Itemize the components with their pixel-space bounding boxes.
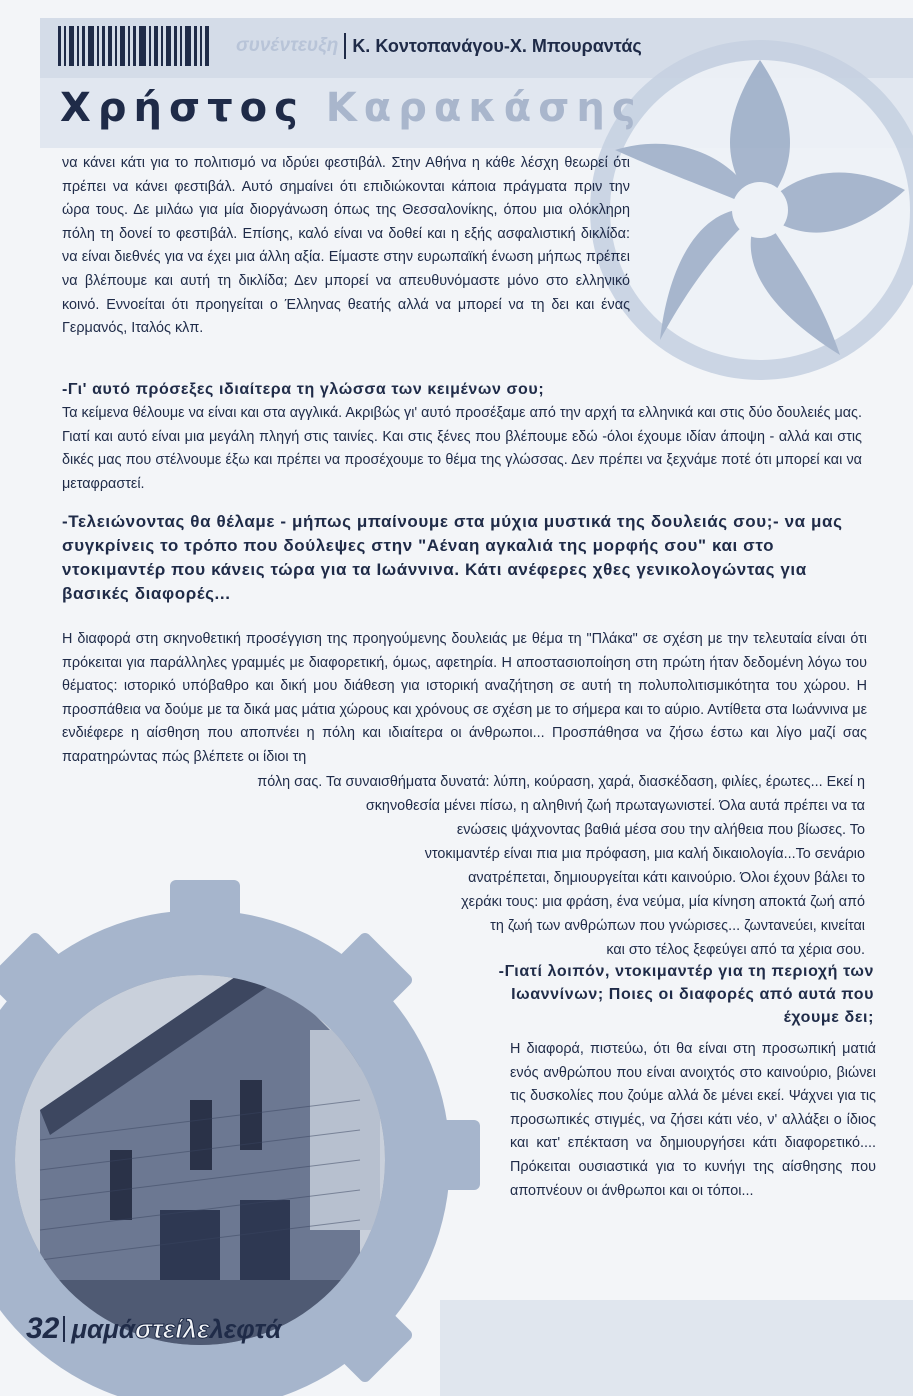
answer-2-line: ντοκιμαντέρ είναι πια μια πρόφαση, μια καλή δικαιολογία...Το σενάριο <box>424 846 865 862</box>
answer-3: Η διαφορά, πιστεύω, ότι θα είναι στη προσωπική ματιά ενός ανθρώπου που είναι ανοιχτός στο καινούριο, βιώνει τις δυσκολίες που ζούμε αλλά δε μένει εκεί. Ψάχνει για τις προσωπικές στιγμές, να ζήσει κάτι νέο, ν' αλλάξει ο ίδιος και κατ' επέκταση να δημιουργήσει κάτι διαφορετικό.... Πρόκειται ουσιαστικά για το κυνήγι της αίσθησης που αποπνέουν οι άνθρωποι και οι τόποι... <box>510 1041 876 1199</box>
answer-2-line: τη ζωή των ανθρώπων που γνώρισες... ζωντανεύει, κινείται <box>490 918 865 934</box>
magazine-name-part2: στείλε <box>134 1314 210 1344</box>
paragraph-intro: να κάνει κάτι για το πολιτισμό να ιδρύει φεστιβάλ. Στην Αθήνα η κάθε λέσχη θεωρεί ότι πρέπει να κάνει φεστιβάλ. Αυτό σημαίνει ότι επιδιώκονται κάποια πράγματα πριν την ώρα τους. Δε μιλάω για μία διοργάνωση όπως της Θεσσαλονίκης, όπου μια ολόκληρη πόλη τη δονεί το φεστιβάλ. Επίσης, καλό είναι να δοθεί και η εξής ασφαλιστική δικλίδα: να είναι διεθνές για να έχει μια άλλη αξία. Είμαστε στην ευρωπαϊκή ένωση μήπως πρέπει να βλέπουμε και αυτή τη δικλίδα; Δεν μπορεί να απευθυνόμαστε μόνο στο ελληνικό κοινό. Εννοείται ότι προηγείται ο Έλληνας θεατής αλλά να μπορεί να τη δει και ένας Γερμανός, Ιταλός κλπ. <box>62 155 630 337</box>
answer-2-line: ενώσεις ψάχνοντας βαθιά μέσα σου την αλήθεια που βίωσες. Το <box>456 822 865 838</box>
question-1: -Γι' αυτό πρόσεξες ιδιαίτερα τη γλώσσα των κειμένων σου; <box>62 381 545 398</box>
footer-separator <box>63 1316 65 1342</box>
question-2: -Τελειώνοντας θα θέλαμε - μήπως μπαίνουμε στα μύχια μυστικά της δουλειάς σου;- να μας συγκρίνεις το τρόπο που δούλεψες στην "Αέναη αγκαλιά της μορφής σου" και στο ντοκιμαντέρ που κάνεις τώρα για τα Ιωάννινα. Κάτι ανέφερες χθες γενικολογώντας για βασικές διαφορές... <box>62 512 843 603</box>
page-number: 32 <box>26 1312 60 1345</box>
answer-2-line: σκηνοθεσία μένει πίσω, η αληθινή ζωή πρωταγωνιστεί. Όλα αυτά πρέπει να τα <box>365 798 865 814</box>
answer-2-line: ανατρέπεται, δημιουργείται κάτι καινούριο. Όλοι έχουν βάλει το <box>468 870 865 886</box>
answer-2-line: και στο τέλος ξεφεύγει από τα χέρια σου. <box>606 942 865 958</box>
title-last-name: Καρακάσης <box>325 85 643 131</box>
authors: Κ. Κοντοπανάγου-Χ. Μπουραντάς <box>352 35 642 56</box>
page-footer <box>26 1312 281 1346</box>
magazine-name-part1: μαμά <box>71 1314 135 1344</box>
question-3: -Γιατί λοιπόν, ντοκιμαντέρ για τη περιοχή των Ιωαννίνων; Ποιες οι διαφορές από αυτά που έχουμε δει; <box>498 963 874 1026</box>
answer-2: Η διαφορά στη σκηνοθετική προσέγγιση της προηγούμενης δουλειάς με θέμα τη "Πλάκα" σε σχέση με την τελευταία είναι ότι πρόκειται για παράλληλες γραμμές με διαφορετική, όμως, αφετηρία. Η αποστασιοποίηση στη πρώτη ήταν δεδομένη λόγω του θέματος: ιστορικό υπόβαθρο και δική μου διάθεση για ιστορική αναζήτηση σε αυτή τη πολυπολιτισμικότητα του χώρου. Η προσπάθεια να δούμε με τα δικά μας μάτια χώρους και χρόνους σε σχέση με το σήμερα και το αύριο. Αντίθετα στα Ιωάννινα με ενδιέφερε η αίσθηση που αποπνέει η πόλη και ιδιαίτερα οι άνθρωποι... Προσπάθησα να ζήσω έστω και λίγο μαζί σας παρατηρώντας πώς βλέπετε οι ίδιοι τη <box>62 631 867 765</box>
barcode-icon <box>58 26 228 66</box>
answer-2-line: χεράκι τους: μια φράση, ένα νεύμα, μία κίνηση αποκτά ζωή από <box>461 894 865 910</box>
article-title <box>60 85 643 131</box>
section-kicker: συνέντευξη <box>236 35 339 56</box>
title-first-name: Χρήστος <box>60 85 305 131</box>
header <box>58 26 642 66</box>
magazine-name-part3: λεφτά <box>209 1314 282 1344</box>
header-separator <box>344 33 346 59</box>
answer-2-line: πόλη σας. Τα συναισθήματα δυνατά: λύπη, κούραση, χαρά, διασκέδαση, φιλίες, έρωτες... Εκεί η <box>257 774 865 790</box>
answer-1: Τα κείμενα θέλουμε να είναι και στα αγγλικά. Ακριβώς γι' αυτό προσέξαμε από την αρχή τα ελληνικά και στις δύο δουλειές μας. Γιατί και αυτό είναι μια μεγάλη πληγή στις ταινίες. Και στις ξένες που βλέπουμε εδώ -όλοι έχουμε ιδίαν άποψη - αλλά και στις δικές μας που στέλνουμε έξω και πρέπει να προσέχουμε το θέμα της γλώσσας. Δεν πρέπει να ξεχνάμε ποτέ ότι μπορεί και να μεταφραστεί. <box>62 405 862 492</box>
